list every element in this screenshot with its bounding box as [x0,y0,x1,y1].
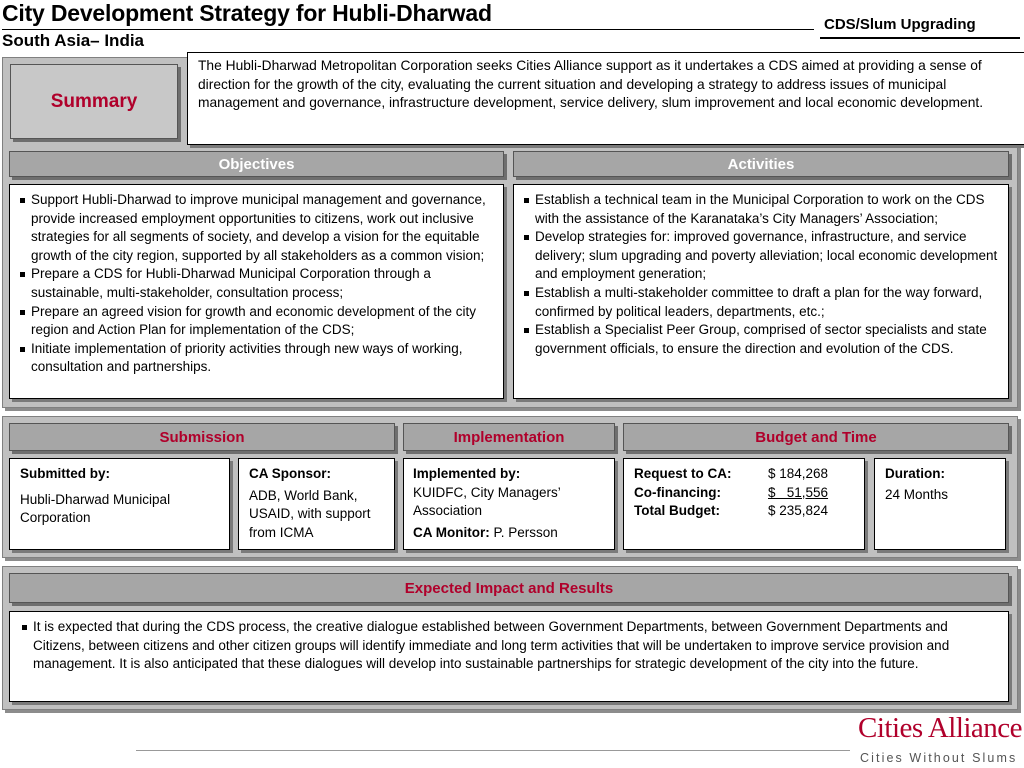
impact-list [20,618,998,674]
page-title: City Development Strategy for Hubli-Dharwad [2,0,492,26]
list-item: Initiate implementation of priority activities through new ways of working, consultation and partnerships. [18,340,495,377]
footer-divider [136,750,850,751]
sponsor-value: ADB, World Bank, USAID, with support from ICMA [249,487,371,540]
submitted-by-value: Hubli-Dharwad Municipal Corporation [20,491,171,526]
budget-row-label: Total Budget: [634,503,720,519]
activities-list [522,191,1000,358]
objectives-heading: Objectives [9,151,504,177]
duration-value: 24 Months [885,486,949,502]
budget-row-value: $ 51,556 [768,484,829,500]
sponsor-label: CA Sponsor: [249,466,331,481]
cities-alliance-logo [856,712,1023,768]
activities-box [513,184,1009,399]
budget-row [634,484,854,503]
budget-row [634,465,854,484]
list-item: Establish a multi-stakeholder committee to draft a plan for the way forward, confirmed by political leaders, departments, etc.; [522,284,1000,321]
topic-divider [820,37,1020,39]
impact-heading: Expected Impact and Results [9,573,1009,603]
summary-label: Summary [10,64,178,139]
implemented-by-value: KUIDFC, City Managers’ Association [413,484,561,519]
budget-row [634,502,854,521]
list-item: Prepare a CDS for Hubli-Dharwad Municipal Corporation through a sustainable, multi-stakeholder, consultation process; [18,265,495,302]
implementation-heading: Implementation [403,423,615,451]
duration-label: Duration: [885,466,945,481]
submitted-by-label: Submitted by: [20,466,110,481]
submission-heading: Submission [9,423,395,451]
title-divider [2,29,814,30]
submitted-by-box [9,458,230,550]
budget-row-value: $ 184,268 [768,466,829,481]
budget-row-label: Co-financing: [634,484,721,500]
logo-wordmark: Cities Alliance [858,712,1023,744]
sponsor-box [238,458,395,550]
monitor-value: P. Persson [493,524,558,540]
activities-heading: Activities [513,151,1009,177]
budget-box [623,458,865,550]
list-item: Prepare an agreed vision for growth and economic development of the city region and Action Plan for implementation of the CDS; [18,303,495,340]
logo-tagline: Cities Without Slums [860,751,1018,765]
page-subtitle: South Asia– India [2,31,145,50]
objectives-list [18,191,495,377]
list-item: Develop strategies for: improved governance, infrastructure, and service delivery; slum upgrading and poverty alleviation; local economic development and employment generation; [522,228,1000,284]
list-item: Establish a Specialist Peer Group, comprised of sector specialists and state government officials, to ensure the direction and evolution of the CDS. [522,321,1000,358]
budget-heading: Budget and Time [623,423,1009,451]
budget-row-value: $ 235,824 [768,503,829,519]
list-item: Establish a technical team in the Municipal Corporation to work on the CDS with the assistance of the Karanataka’s City Managers’ Association; [522,191,1000,228]
budget-row-label: Request to CA: [634,466,732,481]
list-item: It is expected that during the CDS process, the creative dialogue established between Government Departments, between Government Departments and Citizens, between citizens and other citizen groups will identify immediate and long term activities that will be undertaken to improve service provision and management. It is also anticipated that these dialogues will develop into sustainable partnerships for strategic development of the city into the future. [20,618,998,674]
implemented-by-label: Implemented by: [413,466,521,481]
topic-label: CDS/Slum Upgrading [824,16,976,33]
objectives-box [9,184,504,399]
impact-box [9,611,1009,702]
summary-text [187,52,1024,145]
list-item: Support Hubli-Dharwad to improve municipal management and governance, provide increased employment opportunities to citizens, work out inclusive strategies for all segments of society, and develop a vision for the equitable growth of the city region, supported by all stakeholders as a common vision; [18,191,495,265]
implementation-box [403,458,615,550]
summary-paragraph: The Hubli-Dharwad Metropolitan Corporation seeks Cities Alliance support as it undertakes a CDS aimed at providing a sense of direction for the growth of the city, evaluating the current situation and developing a strategy to address issues of municipal management and governance, infrastructure development, service delivery, slum improvement and local economic development. [198,58,984,111]
monitor-line [413,524,605,543]
monitor-label: CA Monitor: [413,524,490,540]
duration-box [874,458,1006,550]
